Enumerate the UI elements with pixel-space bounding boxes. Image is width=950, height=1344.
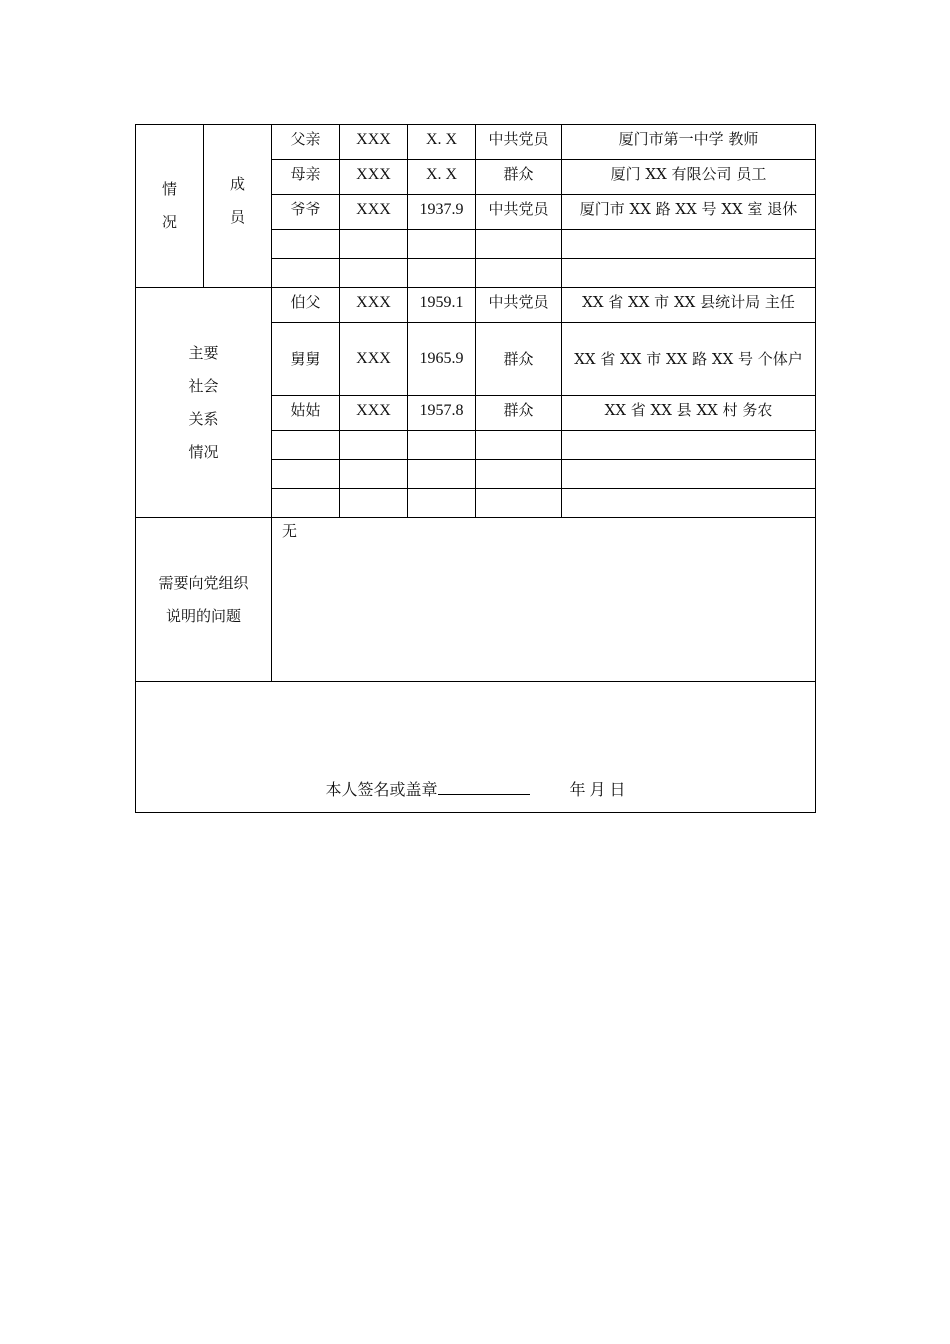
name-cell: XXX	[340, 195, 408, 230]
politics-cell	[476, 431, 562, 460]
politics-cell: 中共党员	[476, 125, 562, 160]
birth-cell: 1937.9	[408, 195, 476, 230]
work-cell: XX 省 XX 市 XX 县统计局 主任	[562, 288, 816, 323]
social-row	[136, 288, 816, 323]
name-cell	[340, 489, 408, 518]
name-cell	[340, 431, 408, 460]
name-cell	[340, 460, 408, 489]
politics-cell: 中共党员	[476, 288, 562, 323]
politics-cell	[476, 489, 562, 518]
relation-cell: 母亲	[272, 160, 340, 195]
birth-cell	[408, 431, 476, 460]
relation-cell: 姑姑	[272, 396, 340, 431]
politics-cell	[476, 460, 562, 489]
work-cell	[562, 489, 816, 518]
notes-label: 需要向党组织 说明的问题	[136, 518, 272, 682]
name-cell: XXX	[340, 288, 408, 323]
relation-cell	[272, 230, 340, 259]
family-row	[136, 125, 816, 160]
work-cell: 厦门 XX 有限公司 员工	[562, 160, 816, 195]
politics-cell: 群众	[476, 323, 562, 396]
work-cell	[562, 230, 816, 259]
relation-cell	[272, 431, 340, 460]
signature-date: 年 月 日	[569, 781, 626, 799]
family-relations-form	[135, 124, 816, 813]
relation-cell: 爷爷	[272, 195, 340, 230]
family-section-label: 情 况	[136, 125, 204, 288]
name-cell	[340, 259, 408, 288]
birth-cell: 1959.1	[408, 288, 476, 323]
signature-row	[136, 682, 816, 813]
notes-row	[136, 518, 816, 682]
relation-cell: 伯父	[272, 288, 340, 323]
politics-cell	[476, 230, 562, 259]
name-cell: XXX	[340, 125, 408, 160]
relation-cell	[272, 259, 340, 288]
birth-cell: X. X	[408, 125, 476, 160]
work-cell	[562, 460, 816, 489]
birth-cell	[408, 489, 476, 518]
work-cell: XX 省 XX 市 XX 路 XX 号 个体户	[562, 323, 816, 396]
work-cell: 厦门市第一中学 教师	[562, 125, 816, 160]
politics-cell	[476, 259, 562, 288]
name-cell	[340, 230, 408, 259]
birth-cell: 1965.9	[408, 323, 476, 396]
signature-line	[438, 780, 530, 795]
birth-cell: 1957.8	[408, 396, 476, 431]
family-members-label: 成 员	[204, 125, 272, 288]
work-cell: XX 省 XX 县 XX 村 务农	[562, 396, 816, 431]
politics-cell: 群众	[476, 396, 562, 431]
name-cell: XXX	[340, 160, 408, 195]
name-cell: XXX	[340, 323, 408, 396]
birth-cell: X. X	[408, 160, 476, 195]
signature-label: 本人签名或盖章	[325, 781, 438, 799]
birth-cell	[408, 259, 476, 288]
work-cell: 厦门市 XX 路 XX 号 XX 室 退休	[562, 195, 816, 230]
relation-cell: 父亲	[272, 125, 340, 160]
birth-cell	[408, 230, 476, 259]
name-cell: XXX	[340, 396, 408, 431]
work-cell	[562, 259, 816, 288]
notes-content: 无	[272, 518, 816, 682]
politics-cell: 群众	[476, 160, 562, 195]
work-cell	[562, 431, 816, 460]
social-section-label: 主要 社会 关系 情况	[136, 288, 272, 518]
relation-cell	[272, 489, 340, 518]
relation-cell: 舅舅	[272, 323, 340, 396]
birth-cell	[408, 460, 476, 489]
relation-cell	[272, 460, 340, 489]
politics-cell: 中共党员	[476, 195, 562, 230]
signature-cell	[136, 682, 816, 813]
